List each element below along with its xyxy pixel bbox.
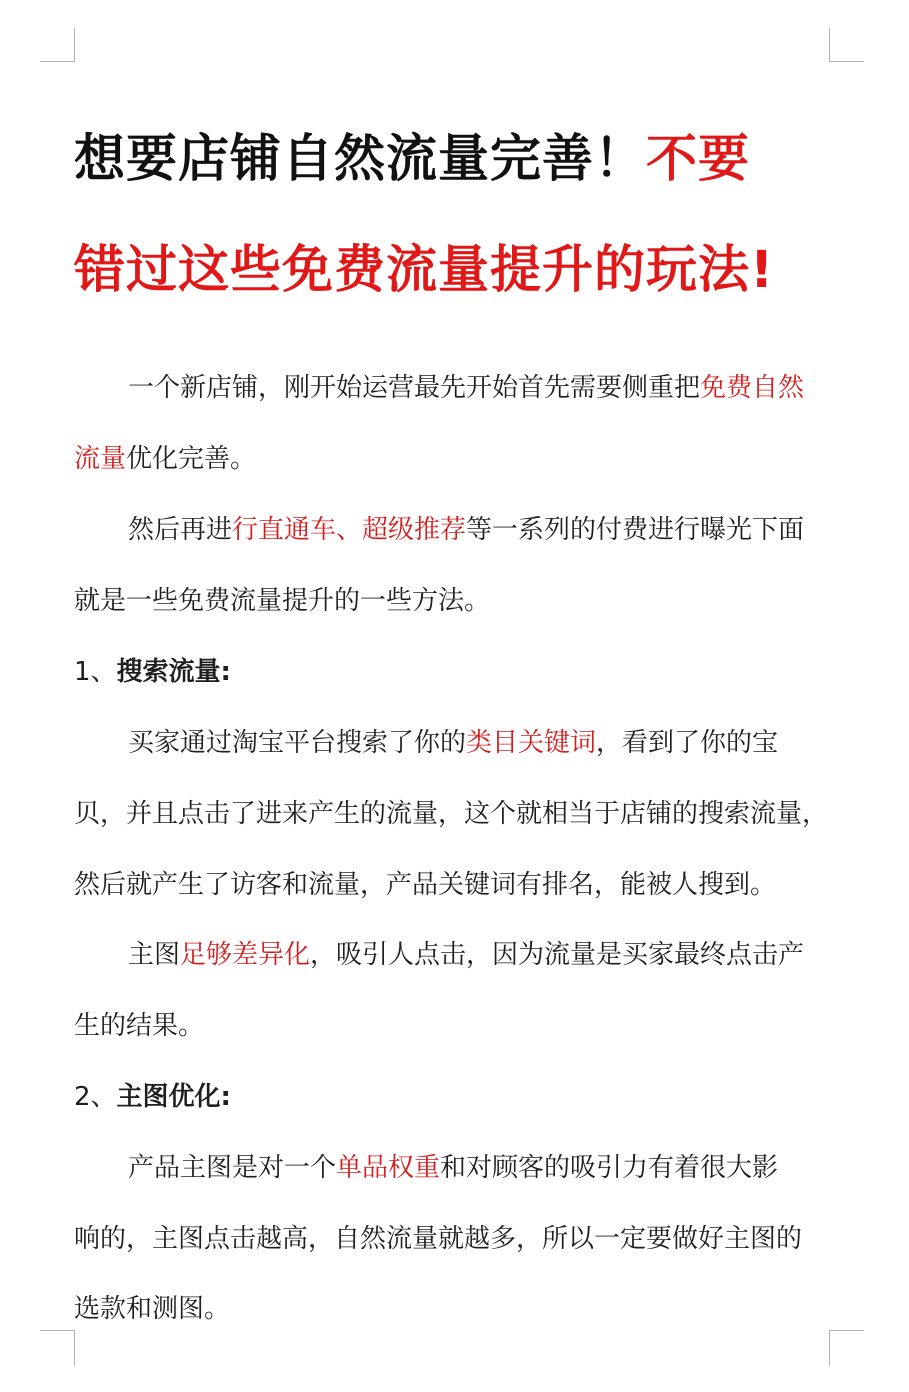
highlight-text: 类目关键词 (466, 728, 597, 758)
section-heading-1 (74, 654, 844, 690)
paragraph-line (74, 1150, 898, 1186)
crop-mark-top-right-v (829, 28, 830, 62)
title-black-text: 想要店铺自然流量完善！ (74, 130, 647, 189)
section-heading-2 (74, 1079, 844, 1115)
highlight-text: 足够差异化 (180, 940, 311, 970)
highlight-text: 流量 (74, 444, 127, 474)
paragraph-line (74, 725, 898, 761)
text-run: 产品主图是对一个 (128, 1153, 337, 1183)
text-run: 优化完善。 (126, 444, 257, 474)
paragraph-line (74, 937, 898, 973)
section-title: 搜索流量: (116, 657, 231, 687)
section-number: 1、 (74, 657, 117, 687)
text-run: 主图 (128, 940, 181, 970)
crop-mark-bottom-right-h (829, 1330, 864, 1331)
title-red-text: 不要 (646, 130, 751, 189)
section-number: 2、 (74, 1082, 117, 1112)
text-run: ，吸引人点击，因为流量是买家最终点击产 (310, 940, 805, 970)
text-run: 等一系列的付费进行曝光下面 (466, 515, 805, 545)
crop-mark-top-right-h (829, 61, 864, 62)
crop-mark-top-left-v (74, 28, 75, 62)
paragraph-line: 生的结果。 (74, 1011, 205, 1041)
paragraph-line: 响的，主图点击越高，自然流量就越多，所以一定要做好主图的 (74, 1224, 803, 1254)
text-run: 一个新店铺，刚开始运营最先开始首先需要侧重把 (128, 373, 701, 403)
paragraph-line: 就是一些免费流量提升的一些方法。 (74, 586, 491, 616)
highlight-text: 行直通车、超级推荐 (232, 515, 467, 545)
text-run: 和对顾客的吸引力有着很大影 (440, 1153, 779, 1183)
title-line-1 (74, 130, 854, 190)
title-line-2: 错过这些免费流量提升的玩法! (74, 241, 775, 300)
section-title: 主图优化: (116, 1082, 231, 1112)
crop-mark-bottom-right-v (829, 1330, 830, 1366)
highlight-text: 单品权重 (336, 1153, 441, 1183)
crop-mark-bottom-left-v (74, 1330, 75, 1366)
crop-mark-top-left-h (40, 61, 75, 62)
paragraph-line (74, 370, 898, 406)
paragraph-line: 然后就产生了访客和流量，产品关键词有排名，能被人搜到。 (74, 870, 777, 900)
text-run: 买家通过淘宝平台搜索了你的 (128, 728, 467, 758)
paragraph-line (74, 441, 844, 477)
paragraph-line (74, 512, 898, 548)
paragraph-line: 贝，并且点击了进来产生的流量，这个就相当于店铺的搜索流量， (74, 799, 829, 829)
text-run: ，看到了你的宝 (596, 728, 779, 758)
paragraph-line: 选款和测图。 (74, 1294, 231, 1324)
highlight-text: 免费自然 (700, 373, 805, 403)
text-run: 然后再进 (128, 515, 233, 545)
crop-mark-bottom-left-h (40, 1330, 75, 1331)
